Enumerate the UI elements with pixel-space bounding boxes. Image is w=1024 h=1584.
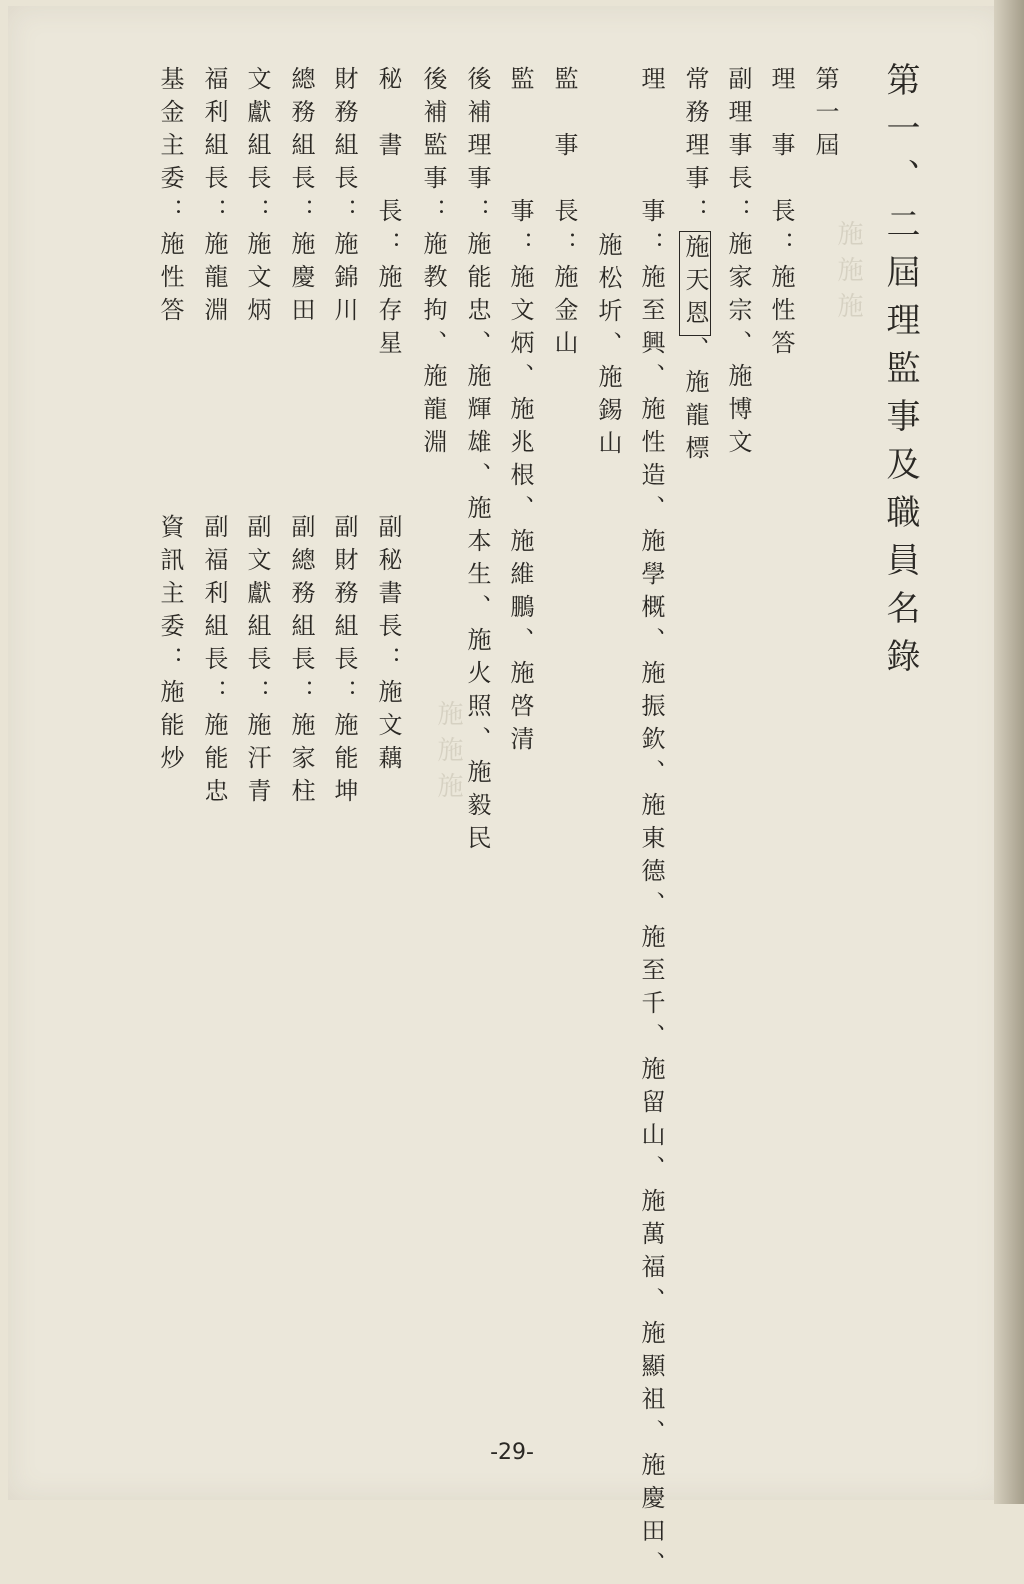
list-item: 副文獻組長：施汗青 [243, 514, 271, 811]
list-item: 理 事：施至興、施性造、施學概、施振欽、施東德、施至千、施留山、施萬福、施顯祖、施慶田、 [637, 66, 665, 1584]
list-item: 副財務組長：施能坤 [330, 514, 358, 811]
book-spine-shadow [994, 0, 1024, 1504]
list-item-continued: 施松圻、施錫山 [594, 232, 622, 463]
list-item: 資訊主委：施能炒 [156, 514, 184, 778]
list-item: 後補理事：施能忠、施輝雄、施本生、施火照、施毅民 [463, 66, 491, 858]
list-item: 副福利組長：施能忠 [200, 514, 228, 811]
list-item: 副總務組長：施家柱 [287, 514, 315, 811]
list-item: 後補監事：施教拘、施龍淵 [419, 66, 447, 462]
list-item: 秘 書 長：施存星 [374, 66, 402, 363]
page-title: 第一、二屆理監事及職員名錄 [880, 62, 920, 686]
list-item: 監 事 長：施金山 [550, 66, 578, 363]
list-item: 副理事長：施家宗、施博文 [724, 66, 752, 462]
list-item: 文獻組長：施文炳 [243, 66, 271, 330]
list-item: 基金主委：施性答 [156, 66, 184, 330]
list-item: 副秘書長：施文藕 [374, 514, 402, 778]
changwu-label: 常務理事： [681, 66, 709, 231]
list-item: 理 事 長：施性答 [767, 66, 795, 363]
show-through-text: 施施施 [433, 700, 463, 808]
list-item: 財務組長：施錦川 [330, 66, 358, 330]
list-item: 監 事：施文炳、施兆根、施維鵬、施啓清 [506, 66, 534, 759]
page-number: -29- [490, 1440, 534, 1465]
boxed-name: 施天恩 [679, 231, 711, 336]
changwu-rest: 、施龍標 [681, 336, 709, 468]
list-item-changwu [680, 66, 710, 468]
list-item: 福利組長：施龍淵 [200, 66, 228, 330]
show-through-text: 施施施 [833, 220, 863, 328]
list-item: 總務組長：施慶田 [287, 66, 315, 330]
term-heading: 第一屆 [811, 66, 839, 165]
